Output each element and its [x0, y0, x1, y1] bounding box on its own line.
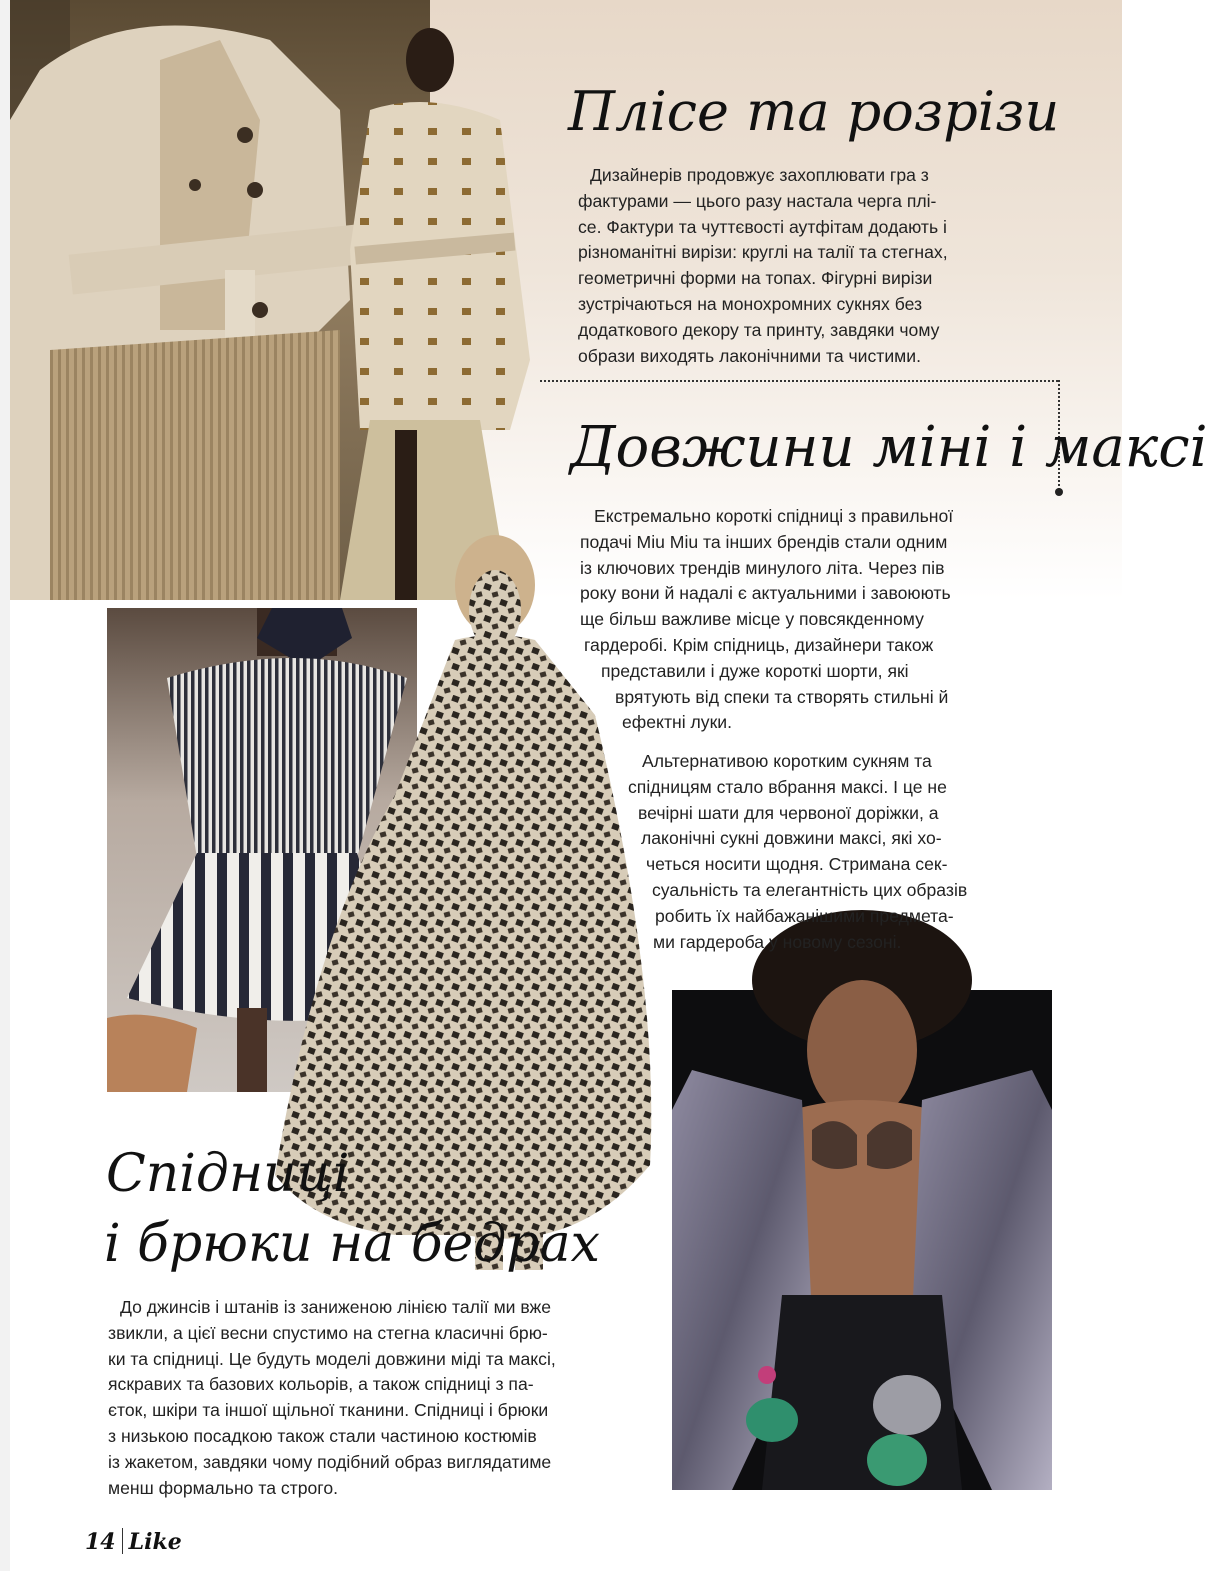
text-line: Екстремально короткі спідниці з правильної [594, 506, 954, 526]
text-line: різноманітні вирізи: круглі на талії та стегнах, [578, 242, 948, 263]
text-line: четься носити щодня. Стримана сек- [646, 854, 948, 875]
divider-end-dot [1055, 488, 1063, 496]
text-line: фактурами — цього разу настала черга плі- [578, 190, 937, 211]
text-line: робить їх найбажанішими предмета- [655, 905, 954, 926]
section-text-pleats [578, 163, 948, 369]
text-line: лаконічні сукні довжини максі, які хо- [641, 828, 942, 849]
text-line: Альтернативою коротким сукням та [642, 751, 932, 771]
text-line: ми гардероба у новому сезоні. [653, 931, 902, 952]
text-line: ефектні луки. [622, 712, 732, 733]
text-line: ки та спідниці. Це будуть моделі довжини міді та максі, [108, 1348, 556, 1369]
text-line: образи виходять лаконічними та чистими. [578, 345, 921, 366]
text-line: представили і дуже короткі шорти, які [601, 660, 909, 681]
text-line: се. Фактури та чуттєвості аутфітам додають і [578, 216, 947, 237]
section-text-lengths-1 [580, 504, 953, 736]
text-line: із жакетом, завдяки чому подібний образ виглядатиме [108, 1451, 552, 1472]
text-line: додаткового декору та принту, завдяки чому [578, 319, 940, 340]
section-title-hips-line2: і брюки на бедрах [104, 1214, 600, 1274]
text-line: із ключових трендів минулого літа. Через пів [580, 557, 945, 578]
text-line: менш формально та строго. [108, 1477, 339, 1498]
text-line: яскравих та базових кольорів, а також спідниці з па- [108, 1374, 534, 1395]
text-line: подачі Miu Miu та інших брендів стали одним [580, 531, 948, 552]
text-line: суальність та елегантність цих образів [652, 879, 968, 900]
footer-separator [122, 1528, 123, 1554]
text-line: зустрічаються на монохромних сукнях без [578, 293, 923, 314]
dotted-divider-horizontal [540, 380, 1058, 382]
magazine-name: Like [128, 1529, 182, 1555]
text-line: року вони й надалі є актуальними і завоюють [580, 583, 951, 604]
photo-metallic-jacket-low-rise [672, 990, 1052, 1490]
text-line: спідницям стало вбрання максі. І це не [628, 776, 947, 797]
text-line: ще більш важливе місце у повсякденному [580, 609, 924, 630]
section-title-pleats: Плісе та розрізи [568, 80, 1060, 143]
page-edge [0, 0, 10, 1571]
text-line: Дизайнерів продовжує захоплювати гра з [590, 165, 929, 185]
text-line: врятують від спеки та створять стильні й [615, 686, 949, 707]
text-line: геометричні форми на топах. Фігурні вирізи [578, 268, 933, 289]
photo-runway-belted-jackets [10, 0, 430, 600]
section-title-lengths: Довжини міні і максі [570, 415, 1208, 480]
text-line: вечірні шати для червоної доріжки, а [638, 802, 939, 823]
page-number: 14 [85, 1529, 116, 1555]
section-text-hips [108, 1295, 556, 1501]
page-footer [85, 1528, 182, 1555]
section-title-hips-line1: Спідниці [106, 1144, 350, 1204]
section-text-lengths-2 [628, 749, 967, 955]
text-line: До джинсів і штанів із заниженою лінією талії ми вже [120, 1297, 552, 1317]
text-line: з низькою посадкою також стали частиною костюмів [108, 1425, 537, 1446]
text-line: єток, шкіри та іншої щільної тканини. Спідниці і брюки [108, 1400, 549, 1421]
text-line: гардеробі. Крім спідниць, дизайнери також [584, 634, 934, 655]
text-line: звикли, а цієї весни спустимо на стегна класичні брю- [108, 1322, 548, 1343]
